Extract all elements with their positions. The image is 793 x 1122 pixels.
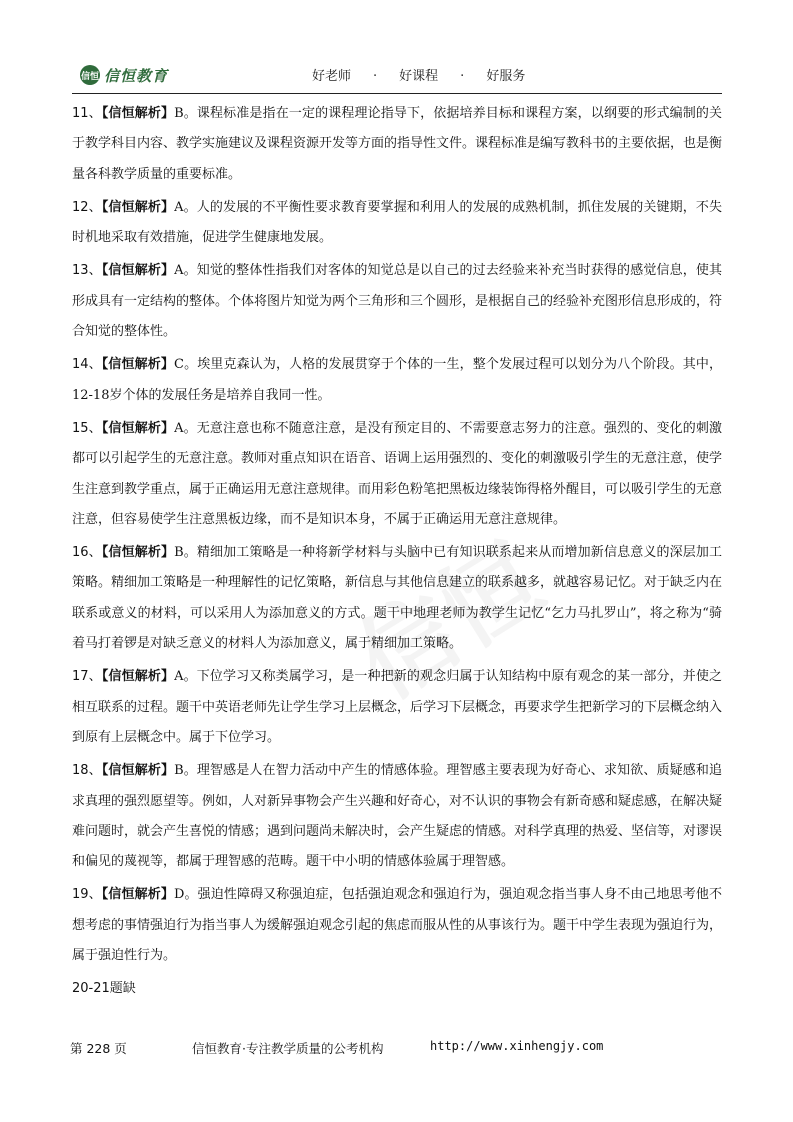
item-tag: 【信恒解析】 <box>101 763 175 779</box>
item-text: B。理智感是人在智力活动中产生的情感体验。理智感主要表现为好奇心、求知欲、质疑感和追求真理的强烈愿望等。例如，人对新异事物会产生兴趣和好奇心，对不认识的事物会有新奇感和疑虑感，在解决疑难问题时，就会产生喜悦的情感；遇到问题尚未解决时，会产生疑虑的情感。对科学真理的热爱、坚信等，对谬误和偏见的蔑视等，都属于理智感的范畴。题干中小明的情感体验属于理智感。 <box>72 763 723 870</box>
item-tag: 【信恒解析】 <box>101 357 175 373</box>
item-tag: 【信恒解析】 <box>101 420 175 436</box>
item-text: A。知觉的整体性指我们对客体的知觉总是以自己的过去经验来补充当时获得的感觉信息，使其形成具有一定结构的整体。个体将图片知觉为两个三角形和三个圆形，是根据自己的经验补充图形信息形成的，符合知觉的整体性。 <box>72 263 723 340</box>
page-number: 第 228 页 <box>70 1041 127 1056</box>
answer-list <box>72 99 722 1004</box>
item-tag: 【信恒解析】 <box>101 263 175 279</box>
slogan-separator: · <box>373 69 378 84</box>
answer-item <box>72 756 722 877</box>
page-header <box>72 60 722 94</box>
item-number: 14、 <box>72 357 102 373</box>
slogan-part: 好服务 <box>486 69 526 84</box>
footer-url: http://www.xinhengjy.com <box>430 1039 604 1053</box>
header-slogan <box>312 65 525 84</box>
answer-item <box>72 880 722 971</box>
item-number: 18、 <box>72 763 102 779</box>
item-text: A。下位学习又称类属学习，是一种把新的观念归属于认知结构中原有观念的某一部分，并使之相互联系的过程。题干中英语老师先让学生学习上层概念，后学习下层概念，再要求学生把新学习的下层概念纳入到原有上层概念中。属于下位学习。 <box>72 669 723 745</box>
item-tag: 【信恒解析】 <box>101 887 174 903</box>
item-tag: 【信恒解析】 <box>101 545 175 561</box>
footer-org: 信恒教育·专注教学质量的公考机构 <box>192 1041 384 1056</box>
answer-item <box>72 193 722 254</box>
item-number: 17、 <box>72 669 102 685</box>
item-number: 11、 <box>72 106 102 121</box>
item-tag: 【信恒解析】 <box>101 669 175 685</box>
missing-note: 20-21题缺 <box>72 981 136 997</box>
slogan-separator: · <box>460 69 465 84</box>
slogan-part: 好老师 <box>312 69 352 84</box>
answer-item <box>72 256 722 347</box>
slogan-part: 好课程 <box>399 69 439 84</box>
item-tag: 【信恒解析】 <box>101 106 175 121</box>
answer-item <box>72 99 722 190</box>
item-number: 16、 <box>72 545 102 561</box>
item-tag: 【信恒解析】 <box>101 199 175 215</box>
answer-item <box>72 662 722 753</box>
answer-item <box>72 414 722 535</box>
item-text: D。强迫性障碍又称强迫症，包括强迫观念和强迫行为，强迫观念指当事人身不由己地思考他不想考虑的事情强迫行为指当事人为缓解强迫观念引起的焦虑而服从性的从事该行为。题干中学生表现为强迫行为，属于强迫性行为。 <box>72 887 723 964</box>
logo-mark: 信恒 <box>80 65 100 85</box>
logo <box>80 63 168 87</box>
item-number: 15、 <box>72 420 102 436</box>
item-text: B。精细加工策略是一种将新学材料与头脑中已有知识联系起来从而增加新信息意义的深层加工策略。精细加工策略是一种理解性的记忆策略，新信息与其他信息建立的联系越多，就越容易记忆。对于缺乏内在联系或意义的材料，可以采用人为添加意义的方式。题干中地理老师为教学生记忆“乞力马扎罗山”，将之称为“骑着马打着锣是对缺乏意义的材料人为添加意义，属于精细加工策略。 <box>72 545 723 652</box>
header-divider <box>72 93 722 94</box>
item-text: B。课程标准是指在一定的课程理论指导下，依据培养目标和课程方案，以纲要的形式编制的关于教学科目内容、教学实施建议及课程资源开发等方面的指导性文件。课程标准是编写教科书的主要依据，也是衡量各科教学质量的重要标准。 <box>72 106 723 182</box>
item-text: A。人的发展的不平衡性要求教育要掌握和利用人的发展的成熟机制，抓住发展的关键期，不失时机地采取有效措施，促进学生健康地发展。 <box>72 199 722 246</box>
item-number: 13、 <box>72 263 102 279</box>
item-text: A。无意注意也称不随意注意，是没有预定目的、不需要意志努力的注意。强烈的、变化的刺激都可以引起学生的无意注意。教师对重点知识在语音、语调上运用强烈的、变化的刺激吸引学生的无意注意，使学生注意到教学重点，属于正确运用无意注意规律。而用彩色粉笔把黑板边缘装饰得格外醒目，可以吸引学生的无意注意，但容易使学生注意黑板边缘，而不是知识本身，不属于正确运用无意注意规律。 <box>72 420 723 527</box>
item-number: 12、 <box>72 199 102 215</box>
item-number: 19、 <box>72 887 102 903</box>
answer-item <box>72 538 722 659</box>
logo-text: 信恒教育 <box>104 66 169 85</box>
answer-item <box>72 350 722 411</box>
item-text: C。埃里克森认为，人格的发展贯穿于个体的一生，整个发展过程可以划分为八个阶段。其中，12-18岁个体的发展任务是培养自我同一性。 <box>72 357 722 403</box>
